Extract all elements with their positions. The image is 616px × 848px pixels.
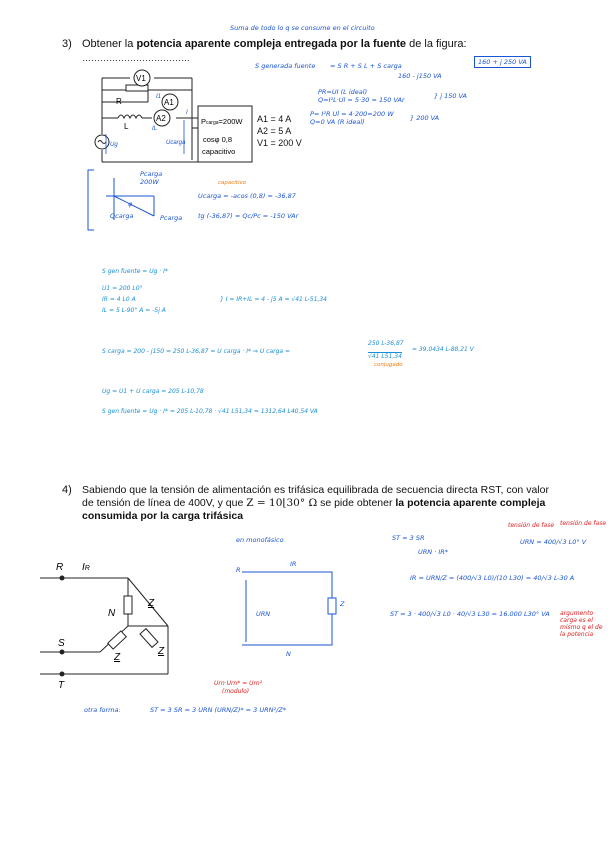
circuit-l-label: L	[124, 122, 129, 131]
note-urn-eq: URN = 400/√3 L0° V	[520, 538, 587, 546]
mono-urn: URN	[256, 610, 271, 618]
note-st-otra: ST = 3 SR = 3 URN (URN/Z)* = 3 URN²/Z*	[150, 706, 287, 714]
given-a2: A2 = 5 A	[257, 126, 292, 136]
problem3-number: 3)	[62, 38, 72, 50]
circuit4-z1: Z	[148, 598, 155, 609]
circuit-a1-label: A1	[164, 98, 174, 107]
circuit4-z3: Z	[158, 646, 165, 657]
given-v1: V1 = 200 V	[257, 138, 302, 148]
problem3-statement	[82, 38, 570, 51]
note-pr2: Q=I²L·Ul = 5·30 = 150 VAr	[318, 96, 405, 104]
problem4-text2-bold: la potencia aparente compleja	[395, 497, 546, 509]
calc-scarga: S carga = 200 - j150 = 250 L-36,87 = U carga · I* ⇒ U carga =	[102, 348, 291, 355]
triangle-pcarga2: Pcarga	[160, 214, 183, 222]
circuit4-n: N	[108, 608, 116, 619]
note-j150: } j 150 VA	[434, 92, 467, 100]
problem3-text-bold: potencia aparente compleja entregada por la fuente	[136, 38, 407, 50]
note-red-tension: tensión de fase	[560, 520, 607, 527]
circuit-diagram-4	[40, 556, 190, 696]
note-pl2: Q=0 VA (R ideal)	[310, 118, 365, 126]
problem4-z-eq: Z = 10⌊30° Ω	[246, 497, 318, 509]
calc-ug: Ug = U1 + U carga = 205 L-10,78	[102, 388, 204, 395]
power-triangle	[84, 168, 304, 238]
circuit-i-label: I	[186, 110, 188, 116]
calc-u1: U1 = 200 L0°	[102, 285, 143, 292]
mono-z: Z	[340, 600, 345, 608]
triangle-pcarga: Pcarga 200W	[140, 170, 163, 186]
calc-result1: = 39,0434 L-88,21 V	[412, 346, 474, 353]
note-otra-forma: otra forma:	[84, 706, 121, 714]
mono-r: R	[236, 566, 241, 574]
note-tg-eq: tg (-36,87) = Qc/Pc = -150 VAr	[198, 212, 299, 220]
note-st: ST = 3 SR	[392, 534, 425, 542]
note-s-gen: S generada fuente	[255, 62, 316, 70]
note-st-sub: URN · IR*	[418, 548, 449, 556]
circuit4-s: S	[58, 638, 65, 649]
problem3-text-start: Obtener la	[82, 38, 134, 50]
note-tension-fase: tensión de fase	[508, 522, 555, 529]
calc-conjugado: conjugado	[374, 362, 403, 368]
triangle-capacitivo: capacitivo	[218, 180, 247, 186]
problem4-number: 4)	[62, 484, 72, 496]
note-pl1: P= I²R Ul = 4·200=200 W	[310, 110, 394, 118]
given-a1: A1 = 4 A	[257, 114, 292, 124]
problem3-text-end: de la figura:	[409, 38, 467, 50]
note-red-angulo: argumento carga es el mismo q el de la potencia	[560, 610, 603, 638]
circuit4-z2: Z	[114, 652, 121, 663]
problem3-dots: ………………………………	[82, 53, 190, 63]
note-urn-conj: Urn·Urn* = Urn²	[214, 680, 263, 687]
circuit4-t: T	[58, 680, 65, 691]
circuit4-ir: IR	[82, 562, 90, 573]
circuit-ug-label: Ug	[110, 142, 118, 148]
note-monofasico: en monofásico	[236, 536, 284, 544]
circuit-il-label: IL	[152, 126, 158, 132]
calc-il: IL = 5 L-90° A = -5j A	[102, 307, 166, 314]
triangle-phi: φ	[128, 200, 133, 208]
note-top: Suma de todo lo q se consume en el circuito	[230, 24, 375, 32]
circuit4-r: R	[56, 562, 64, 573]
problem4-text1: Sabiendo que la tensión de alimentación es trifásica equilibrada de secuencia directa RST, con valor	[82, 484, 549, 496]
circuit-ucarga-label: Ucarga	[166, 140, 186, 146]
mono-ir: IR	[290, 560, 297, 568]
calc-ir: IR = 4 L0 A	[102, 296, 136, 303]
circuit-pcarga-label: Pcarga=200W	[201, 117, 243, 126]
problem4-text2-end: se pide obtener	[320, 497, 393, 509]
calc-frac-den: √41 L51,34	[368, 353, 402, 360]
triangle-qcarga: Qcarga	[110, 212, 134, 220]
problem4-text2: de tensión de línea de 400V, y que	[82, 497, 244, 509]
circuit-a2-label: A2	[156, 114, 166, 123]
circuit-cap-label: capacitivo	[202, 147, 236, 156]
circuit-i1-label: I1	[156, 94, 162, 100]
calc-sgen: S gen fuente = Ug · I*	[102, 268, 168, 275]
circuit-v1-label: V1	[136, 74, 146, 83]
calc-frac-num: 250 L-36,87	[368, 340, 404, 347]
note-under-carga: 160 - j150 VA	[398, 72, 442, 80]
circuit-r-label: R	[116, 97, 122, 106]
note-w200: } 200 VA	[410, 114, 440, 122]
note-modulo: (modulo)	[222, 688, 250, 695]
note-s-eq: = S R + S L + S carga	[330, 62, 402, 70]
calc-sgen-final: S gen fuente = Ug · I* = 205 L-10,78 · √41 L51,34 = 1312,64 L40,54 VA	[102, 408, 318, 415]
note-ir-eq: IR = URN/Z = (400/√3 L0)/(10 L30) = 40/√3 L-30 A	[410, 574, 575, 582]
problem4-text2-line	[82, 497, 545, 510]
note-box: 160 + j 250 VA	[474, 56, 531, 68]
circuit-cos-label: cosφ 0,8	[203, 135, 233, 144]
problem4-text3: consumida por la carga trifásica	[82, 510, 244, 522]
mono-n: N	[286, 650, 291, 658]
calc-isum: } I = IR+IL = 4 - j5 A = √41 L-51,34	[220, 296, 327, 303]
note-pr1: PR=UI (L ideal)	[318, 88, 368, 96]
note-ucarga-eq: Ucarga = -acos (0,8) = -36,87	[198, 192, 296, 200]
note-st-final: ST = 3 · 400/√3 L0 · 40/√3 L30 = 16.000 L30° VA	[390, 610, 550, 618]
